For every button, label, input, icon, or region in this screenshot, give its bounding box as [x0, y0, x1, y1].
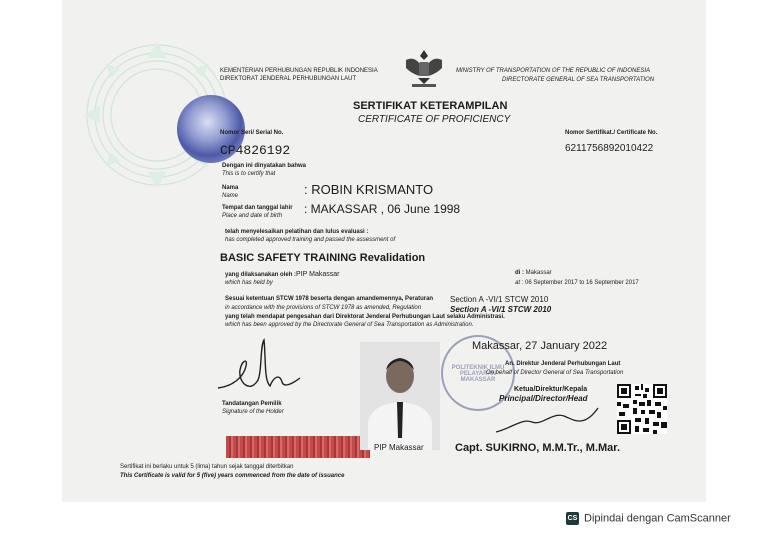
holder-photo: [360, 342, 440, 450]
security-strip: [226, 436, 370, 458]
certificate-page: [62, 0, 706, 502]
section-id: Section A -VI/1 STCW 2010: [450, 295, 549, 304]
signer-name: Capt. SUKIRNO, M.M.Tr., M.Mar.: [455, 442, 621, 454]
scanner-footer: [566, 512, 731, 525]
validity-text-id: Sertifikat ini berlaku untuk 5 (lima) tahun sejak tanggal diterbitkan: [120, 464, 294, 470]
scanner-text: Dipindai dengan CamScanner: [584, 512, 731, 525]
section-en: Section A -VI/1 STCW 2010: [450, 305, 552, 314]
official-signature: [492, 398, 602, 438]
provisions-line-4: which has been approved by the Directorate General of Sea Transportation as Administration.: [225, 322, 474, 328]
provisions-line-3: yang telah mendapat pengesahan dari Direktorat Jenderal Perhubungan Laut selaku Administrasi.: [225, 314, 505, 320]
camscanner-icon: CS: [566, 512, 579, 525]
stamp-text: POLITEKNIK ILMU PELAYARAN MAKASSAR: [451, 365, 505, 383]
holder-signature-label-en: Signature of the Holder: [222, 409, 284, 415]
birth-value: MAKASSAR , 06 June 1998: [310, 202, 461, 216]
completed-text-id: telah menyelesaikan pelatihan dan lulus evaluasi :: [225, 229, 369, 235]
photo-caption: PIP Makassar: [374, 443, 424, 452]
certificate-title-en: CERTIFICATE OF PROFICIENCY: [358, 114, 511, 125]
at-label-en: at :: [515, 280, 524, 286]
certificate-number-label: Nomor Sertifikat./ Certificate No.: [565, 130, 658, 136]
held-by-label-en: which has held by: [225, 280, 273, 286]
training-name: BASIC SAFETY TRAINING Revalidation: [220, 252, 426, 264]
certify-text-id: Dengan ini dinyatakan bahwa: [222, 163, 307, 169]
serial-number: CP4826192: [220, 143, 291, 158]
birth-info: : MAKASSAR , 06 June 1998: [304, 202, 461, 216]
completed-text-en: has completed approved training and passed the assessment of: [225, 237, 396, 243]
validity-text-en: This Certificate is valid for 5 (five) years commenced from the date of issuance: [120, 473, 345, 479]
ministry-en-line-2: DIRECTORATE GENERAL OF SEA TRANSPORTATION: [502, 77, 655, 83]
certificate-title-id: SERTIFIKAT KETERAMPILAN: [353, 100, 508, 112]
at-label-id: di :: [515, 270, 524, 276]
at-dates: [515, 280, 639, 286]
on-behalf-en: On behalf of Director General of Sea Transportation: [486, 370, 624, 376]
birth-label-en: Place and date of birth: [222, 213, 283, 219]
ministry-id-line-1: KEMENTERIAN PERHUBUNGAN REPUBLIK INDONESIA: [220, 68, 378, 74]
qr-code: [617, 384, 667, 434]
training-dates: 06 September 2017 to 16 September 2017: [525, 280, 639, 286]
serial-label: Nomor Seri/ Serial No.: [220, 130, 284, 136]
certificate-number: 6211756892010422: [565, 143, 654, 154]
holder-name: : ROBIN KRISMANTO: [304, 182, 434, 197]
certify-text-en: This is to certify that: [222, 171, 276, 177]
name-label-id: Nama: [222, 185, 239, 191]
held-by-value: PIP Makassar: [296, 271, 340, 278]
issue-place-date: Makassar, 27 January 2022: [472, 340, 608, 352]
held-by-label-id: yang dilaksanakan oleh :: [225, 272, 297, 278]
on-behalf-id: An. Direktur Jenderal Perhubungan Laut: [505, 361, 621, 367]
provisions-line-2: in accordance with the provisions of STCW 1978 as amended, Regulation: [225, 305, 422, 311]
signer-role-en: Principal/Director/Head: [499, 394, 588, 403]
ministry-id-line-2: DIREKTORAT JENDERAL PERHUBUNGAN LAUT: [220, 76, 357, 82]
person-photo-icon: [360, 342, 440, 450]
signer-role-id: Ketua/Direktur/Kepala: [514, 386, 588, 393]
birth-label-id: Tempat dan tanggal lahir: [222, 205, 293, 211]
holder-signature-label-id: Tandatangan Pemilik: [222, 401, 282, 407]
ministry-en-line-1: MINISTRY OF TRANSPORTATION OF THE REPUBLIC OF INDONESIA: [456, 68, 651, 74]
at-place: [515, 270, 552, 276]
holder-signature: [214, 336, 304, 398]
provisions-line-1: Sesuai ketentuan STCW 1978 beserta dengan amandemennya, Peraturan: [225, 296, 434, 302]
name-label-en: Name: [222, 193, 239, 199]
garuda-emblem: [402, 46, 446, 90]
holder-name-value: ROBIN KRISMANTO: [311, 182, 434, 197]
at-place-value: Makassar: [525, 270, 552, 276]
held-by: [225, 271, 339, 278]
